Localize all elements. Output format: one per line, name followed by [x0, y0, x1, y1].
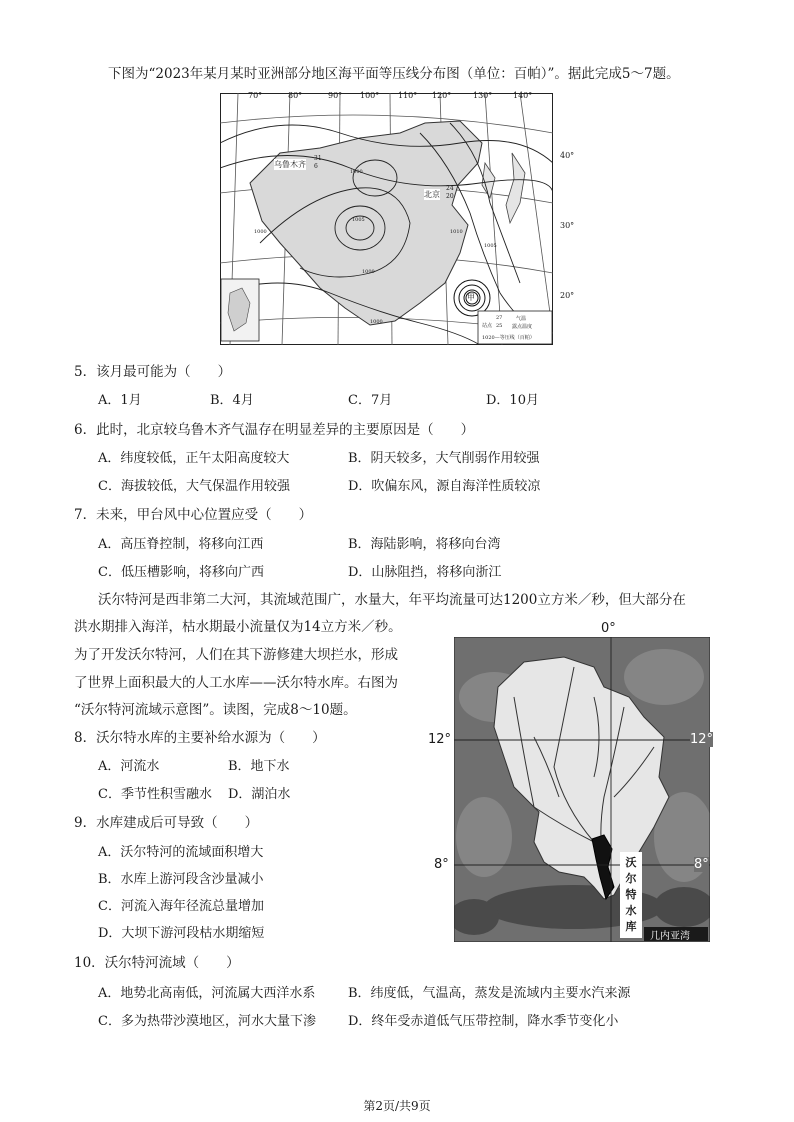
map1-tick-100: 100°: [360, 91, 380, 100]
map1-tick-90: 90°: [328, 91, 343, 100]
reservoir-char: 库: [625, 920, 637, 933]
gulf-label: 几内亚湾: [650, 931, 690, 942]
option-10c: C．多为热带沙漠地区，河水大量下渗: [98, 1014, 316, 1029]
option-5a: A．1月: [98, 393, 142, 408]
option-7b: B．海陆影响，将移向台湾: [348, 537, 501, 552]
option-9c: C．河流入海年径流总量增加: [98, 899, 264, 914]
reservoir-char: 特: [625, 888, 637, 901]
legend-station: 站点: [482, 323, 493, 329]
beijing-temp: 24: [446, 185, 454, 192]
reservoir-char: 水: [625, 904, 637, 917]
intro-text-2-line2: 洪水期排入海洋，枯水期最小流量仅为14立方米／秒。: [74, 619, 402, 635]
option-5b: B．4月: [210, 393, 254, 408]
map1-tick-140: 140°: [513, 91, 533, 100]
option-9d: D．大坝下游河段枯水期缩短: [98, 926, 265, 941]
city-beijing: 北京: [424, 190, 440, 199]
reservoir-label: [623, 855, 639, 935]
intro-text-2-line3: 为了开发沃尔特河，人们在其下游修建大坝拦水，形成: [74, 647, 398, 663]
question-5: [74, 360, 231, 380]
map1-tick-30: 30°: [560, 221, 575, 230]
isobar-label: 1000: [254, 229, 267, 235]
question-stem: 此时，北京较乌鲁木齐气温存在明显差异的主要原因是（ ）: [96, 422, 475, 438]
question-number: 9．: [74, 815, 97, 831]
map2-lat-8-left: 8°: [434, 857, 449, 872]
question-stem: 水库建成后可导致（ ）: [96, 815, 259, 831]
option-8a: A．河流水: [98, 759, 160, 774]
option-7c: C．低压槽影响，将移向广西: [98, 565, 264, 580]
intro-text-2-line1: 沃尔特河是西非第二大河，其流域范围广，水量大，年平均流量可达1200立方米／秒，但大部分在: [98, 592, 686, 608]
option-9b: B．水库上游河段含沙量减小: [98, 872, 264, 887]
page-footer: 第2页/共9页: [363, 1099, 431, 1113]
isobar-map: [220, 91, 575, 345]
option-6d: D．吹偏东风，源自海洋性质较凉: [348, 479, 541, 494]
map2-lat-12-right: 12°: [690, 732, 714, 747]
question-stem: 该月最可能为（ ）: [96, 364, 232, 380]
isobar-label: 1005: [352, 217, 365, 223]
legend-val2: 25: [496, 323, 503, 329]
option-6b: B．阴天较多，大气削弱作用较强: [348, 451, 540, 466]
intro-text-2-line4: 了世界上面积最大的人工水库——沃尔特水库。右图为: [74, 675, 398, 691]
question-stem: 沃尔特水库的主要补给水源为（ ）: [96, 730, 326, 746]
map1-tick-40: 40°: [560, 151, 575, 160]
option-8d: D．湖泊水: [228, 787, 291, 802]
intro-text-2-line5: “沃尔特河流域示意图”。读图，完成8～10题。: [74, 702, 357, 718]
option-6a: A．纬度较低，正午太阳高度较大: [98, 451, 290, 466]
map1-tick-130: 130°: [473, 91, 493, 100]
map2-lat-12-left: 12°: [428, 732, 452, 747]
legend-label-dew: 露点温度: [512, 324, 533, 330]
question-8: [74, 726, 326, 746]
option-8c: C．季节性积雪融水: [98, 787, 212, 802]
urumqi-dew: 6: [314, 163, 318, 170]
map1-tick-70: 70°: [248, 91, 263, 100]
reservoir-char: 尔: [625, 872, 637, 885]
question-number: 7．: [74, 507, 97, 523]
option-10a: A．地势北高南低，河流属大西洋水系: [98, 986, 316, 1001]
option-10d: D．终年受赤道低气压带控制，降水季节变化小: [348, 1014, 619, 1029]
map1-tick-110: 110°: [398, 91, 418, 100]
map1-tick-120: 120°: [432, 91, 452, 100]
legend-label-temp: 气温: [516, 316, 527, 322]
option-9a: A．沃尔特河的流域面积增大: [98, 845, 264, 860]
option-6c: C．海拔较低，大气保温作用较强: [98, 479, 290, 494]
isobar-label: 1005: [484, 243, 497, 249]
urumqi-temp: 31: [314, 155, 322, 162]
intro-text-1: 下图为“2023年某月某时亚洲部分地区海平面等压线分布图（单位：百帕）”。据此完成5～7题。: [108, 66, 680, 82]
option-5c: C．7月: [348, 393, 393, 408]
question-number: 6．: [74, 422, 97, 438]
map2-lon-0: 0°: [601, 621, 616, 636]
question-number: 10．: [74, 955, 105, 971]
question-6: [74, 418, 474, 438]
question-number: 8．: [74, 730, 97, 746]
option-10b: B．纬度低，气温高，蒸发是流域内主要水汽来源: [348, 986, 631, 1001]
isobar-label: 1000: [350, 169, 363, 175]
question-7: [74, 503, 312, 523]
beijing-dew: 20: [446, 193, 454, 200]
question-10: [74, 951, 240, 971]
reservoir-char: 沃: [625, 856, 637, 869]
map1-tick-80: 80°: [288, 91, 303, 100]
question-stem: 沃尔特河流域（ ）: [104, 955, 240, 971]
option-7a: A．高压脊控制，将移向江西: [98, 537, 264, 552]
question-9: [74, 811, 258, 831]
isobar-label: 1010: [450, 229, 463, 235]
legend-isobar: 1020—等压线（百帕）: [482, 335, 535, 341]
legend-val1: 27: [496, 315, 503, 321]
option-8b: B．地下水: [228, 759, 290, 774]
map1-tick-20: 20°: [560, 291, 575, 300]
option-5d: D．10月: [486, 393, 539, 408]
map2-lat-8-right: 8°: [694, 857, 709, 872]
isobar-label: 1000: [370, 319, 383, 325]
typhoon-jia-label: 甲: [467, 293, 475, 302]
isobar-label: 1000: [362, 269, 375, 275]
city-urumqi: 乌鲁木齐: [274, 160, 306, 169]
question-stem: 未来，甲台风中心位置应受（ ）: [96, 507, 313, 523]
option-7d: D．山脉阻挡，将移向浙江: [348, 565, 502, 580]
volta-basin-map: [428, 621, 714, 942]
question-number: 5．: [74, 364, 97, 380]
